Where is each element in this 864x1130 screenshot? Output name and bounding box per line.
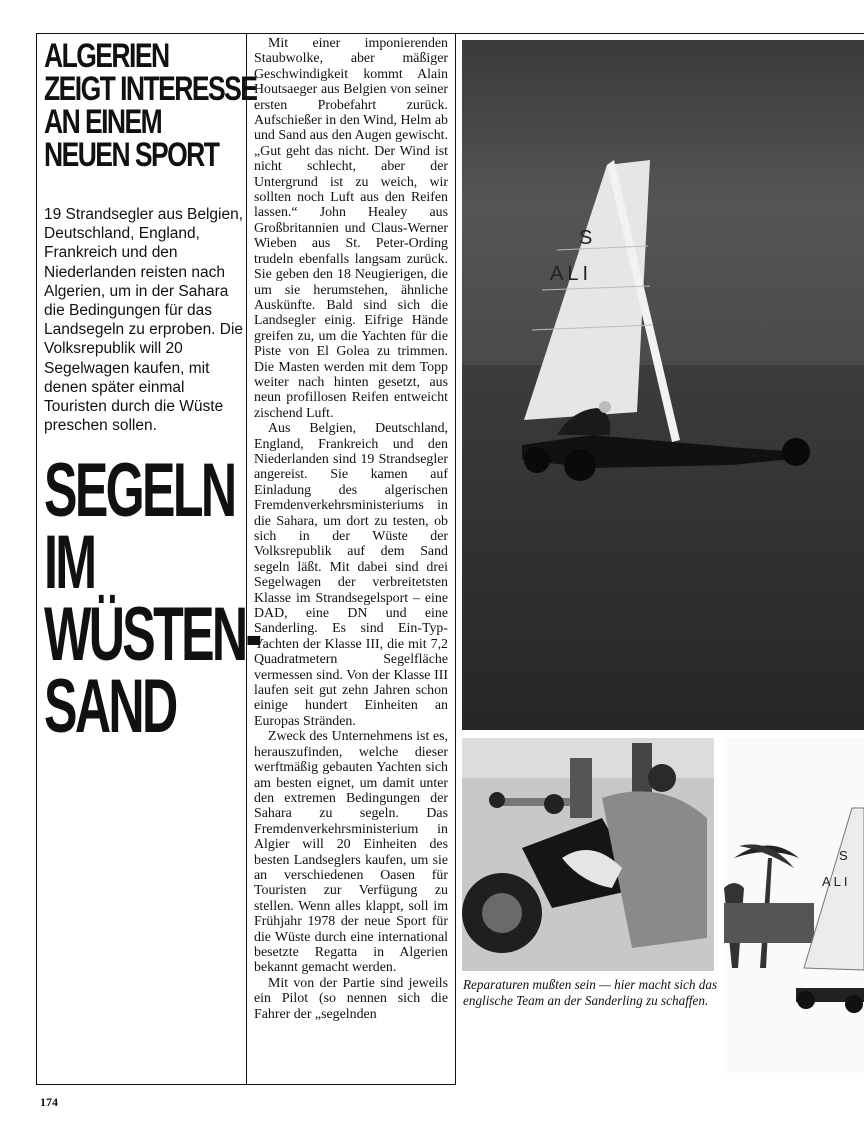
headline-line: SEGELN xyxy=(44,448,235,533)
page-number: 174 xyxy=(40,1095,58,1109)
kicker-line: AN EINEM xyxy=(44,103,162,141)
top-rule xyxy=(454,33,864,34)
headline-line: IM xyxy=(44,520,95,605)
photo-caption: Reparaturen mußten sein — hier macht sich das englische Team an der Sanderling zu schaffen. xyxy=(463,977,718,1008)
body-paragraph: Aus Belgien, Deutschland, England, Frankreich und den Niederlanden sind 19 Strandsegler angereist. Sie kamen auf Einladung des algerischen Fremdenverkehrsministeriums in die Sahara, um dort zu testen, ob sich in der Wüste der Volksrepublik auf dem Sand segeln läßt. Mit dabei sind drei Segelwagen der verbreitetsten Klasse im Strandsegelsport – eine DAD, eine DN und eine Sanderling. Es sind Ein-Typ-Yachten der Klasse III, die mit 7,2 Quadratmetern Segelfläche vermessen sind. Von der Klasse III laufen seit gut zehn Jahren schon einige hundert Einheiten an Europas Stränden. xyxy=(254,421,448,729)
sail-text: S xyxy=(579,227,593,249)
sail-text: ALI xyxy=(822,874,851,889)
sail-text: ALI xyxy=(550,263,593,285)
body-paragraph: Zweck des Unternehmens ist es, herauszufinden, welche dieser werftmäßig gebauten Yachten sich am besten eignet, um damit unter den extremen Bedingungen der Sahara zu segeln. Das Fremdenverkehrsministerium in Algier will 20 Einheiten des besten Landseglers kaufen, um sie an verschiedenen Oasen für Touristen zur Verfügung zu stellen. Wenn alles klappt, soll im Frühjahr 1978 der neue Sport für die Wüste durch eine international besetzte Regatta in Algerien bekannt gemacht werden. xyxy=(254,729,448,976)
main-headline xyxy=(44,448,260,749)
kicker-line: NEUEN SPORT xyxy=(44,136,219,174)
body-paragraph: Mit von der Partie sind jeweils ein Pilot (so nennen sich die Fahrer der „segelnden xyxy=(254,975,448,1022)
photo-oasis-sail xyxy=(724,738,864,1073)
photo-land-yacht-desert xyxy=(462,40,864,730)
kicker-line: ZEIGT INTERESSE xyxy=(44,70,257,108)
body-paragraph: Mit einer imponierenden Staubwolke, aber mäßiger Geschwindigkeit kommt Alain Houtsaeger aus Belgien von seiner ersten Probefahrt zurück. Aufschießer in den Wind, Helm ab und Sand aus den Augen gewischt. „Gut geht das nicht. Der Wind ist nicht schlecht, aber der Untergrund ist zu weich, wir sollten noch Luft aus den Reifen lassen.“ John Healey aus Großbritannien und Claus-Werner Wieben aus St. Peter-Ording trudeln ebenfalls langsam zurück. Sie geben den 18 Neugierigen, die um sie herumstehen, ähnliche Auskünfte. Bald sind sich die Landsegler einig. Eifrige Hände greifen zu, um die Yachten für die Piste von El Golea zu trimmen. Die Masten werden mit dem Topp weiter nach hinten gesetzt, aus neun profillosen Reifen entweicht zischend Luft. xyxy=(254,36,448,421)
photo-repair-team xyxy=(462,738,714,971)
kicker-line: ALGERIEN xyxy=(44,37,169,75)
sail-text: S xyxy=(839,848,848,863)
headline-line: WÜSTEN- xyxy=(44,592,260,677)
kicker-headline xyxy=(44,37,257,174)
lead-paragraph: 19 Strandsegler aus Belgien, Deutschland, England, Frankreich und den Niederlanden reisten nach Algerien, um in der Sahara die Bedingungen für das Landsegeln zu erproben. Die Volksrepublik will 20 Segelwagen kaufen, mit denen später einmal Touristen durch die Wüste preschen sollen. xyxy=(44,206,244,435)
article-body xyxy=(254,36,448,1022)
headline-line: SAND xyxy=(44,664,176,749)
